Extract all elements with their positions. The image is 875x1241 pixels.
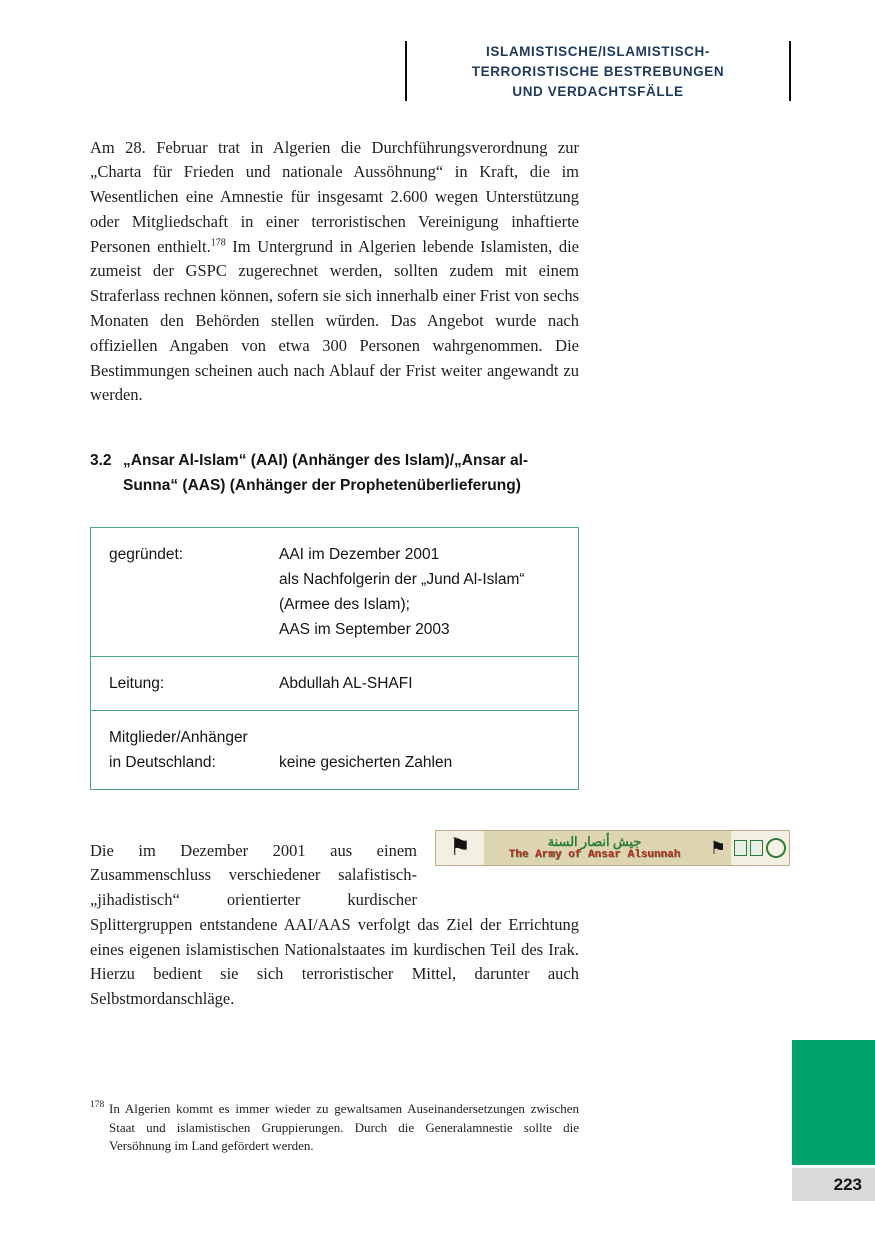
ansar-alsunnah-banner-image: [435, 830, 790, 866]
page-number: 223: [792, 1168, 875, 1201]
infobox-label-text: Mitglieder/Anhänger: [109, 729, 248, 746]
infobox-label: [109, 542, 279, 642]
infobox-label: [109, 725, 279, 775]
infobox-value-line: keine gesicherten Zahlen: [279, 754, 453, 771]
banner-seal-panel: [731, 831, 789, 865]
infobox-label: [109, 671, 279, 696]
chapter-color-tab: [792, 1040, 875, 1165]
banner-text-panel: [484, 831, 705, 865]
header-divider-left: [405, 41, 407, 101]
footnote-reference-178: 178: [210, 237, 226, 249]
running-header-line1: ISLAMISTISCHE/ISLAMISTISCH-: [486, 44, 710, 59]
footnote-number-text: 178: [90, 1100, 105, 1110]
infobox-value: [279, 542, 570, 642]
footnote-178: [90, 1100, 579, 1156]
infobox-row-founded: [91, 528, 578, 656]
organisation-infobox: [90, 527, 579, 790]
banner-left-flag-panel: [436, 831, 484, 865]
running-header: [420, 42, 776, 102]
section-number: 3.2: [90, 452, 112, 469]
paragraph-text: Die im Dezember 2001 aus einem Zusammenschluss verschiedener salafistisch-„jihadistisch“ orientierter kurdischer Splittergruppen entstandene AAI/AAS verfolgt das Ziel der Errichtung eines eigenen islamistischen Nationalstaates im kurdischen Teil des Irak. Hierzu bedient sie sich terroristischer Mittel, darunter auch Selbstmordanschläge.: [90, 840, 579, 1009]
infobox-value-line: AAS im September 2003: [279, 621, 450, 638]
paragraph-text: Im Untergrund in Algerien lebende Islamisten, die zumeist der GSPC zugerechnet werden, sollten zudem mit einem Straferlass rechnen können, sofern sie sich innerhalb einer Frist von sechs Monaten den Behörden stellen würden. Das Angebot wurde nach offiziellen Angaben von etwa 300 Personen wahrgenommen. Die Bestimmungen scheinen auch nach Ablauf der Frist weiter angewandt zu werden.: [90, 236, 579, 405]
black-flag-icon: ⚑: [449, 835, 471, 861]
stamp-icon: [750, 840, 763, 856]
paragraph-algeria-amnesty: [90, 136, 579, 409]
footnote-number: [90, 1100, 109, 1156]
banner-arabic-text: جيش أنصار السنة: [547, 833, 642, 849]
footnote-text: In Algerien kommt es immer wieder zu gewaltsamen Auseinandersetzungen zwischen Staat und islamistischen Gruppierungen. Durch die Generalamnestie sollte die Versöhnung im Land gefördert werden.: [109, 1101, 579, 1154]
infobox-value: [279, 671, 570, 696]
section-title: „Ansar Al-Islam“ (AAI) (Anhänger des Islam)/„Ansar al-Sunna“ (AAS) (Anhänger der Prophetenüberlieferung): [123, 452, 529, 494]
round-seal-icon: [766, 838, 786, 858]
banner-latin-text: The Army of Ansar Alsunnah: [508, 848, 681, 861]
infobox-value-line: als Nachfolgerin der „Jund Al-Islam“: [279, 571, 525, 588]
black-flag-icon: ⚑: [709, 837, 727, 858]
infobox-value: [279, 750, 570, 775]
paragraph-text: Am 28. Februar trat in Algerien die Durchführungsverordnung zur „Charta für Frieden und nationale Aussöhnung“ in Kraft, die im Wesentlichen eine Amnestie für insgesamt 2.600 wegen Unterstützung oder Mitgliedschaft in einer terroristischen Vereinigung inhaftierte Personen enthielt.: [90, 137, 579, 256]
infobox-row-leadership: [91, 656, 578, 710]
running-header-line2: TERRORISTISCHE BESTREBUNGEN: [471, 64, 725, 79]
stamp-icon: [734, 840, 747, 856]
infobox-row-members: [91, 710, 578, 789]
section-heading: [90, 448, 579, 498]
infobox-label-text: gegründet:: [109, 546, 184, 563]
infobox-label-text: in Deutschland:: [109, 754, 216, 771]
infobox-value-line: AAI im Dezember 2001: [279, 546, 440, 563]
infobox-value-line: (Armee des Islam);: [279, 596, 410, 613]
infobox-label-text: Leitung:: [109, 675, 165, 692]
running-header-line3: UND VERDACHTSFÄLLE: [512, 84, 684, 99]
infobox-value-line: Abdullah AL-SHAFI: [279, 675, 413, 692]
header-divider-right: [789, 41, 791, 101]
